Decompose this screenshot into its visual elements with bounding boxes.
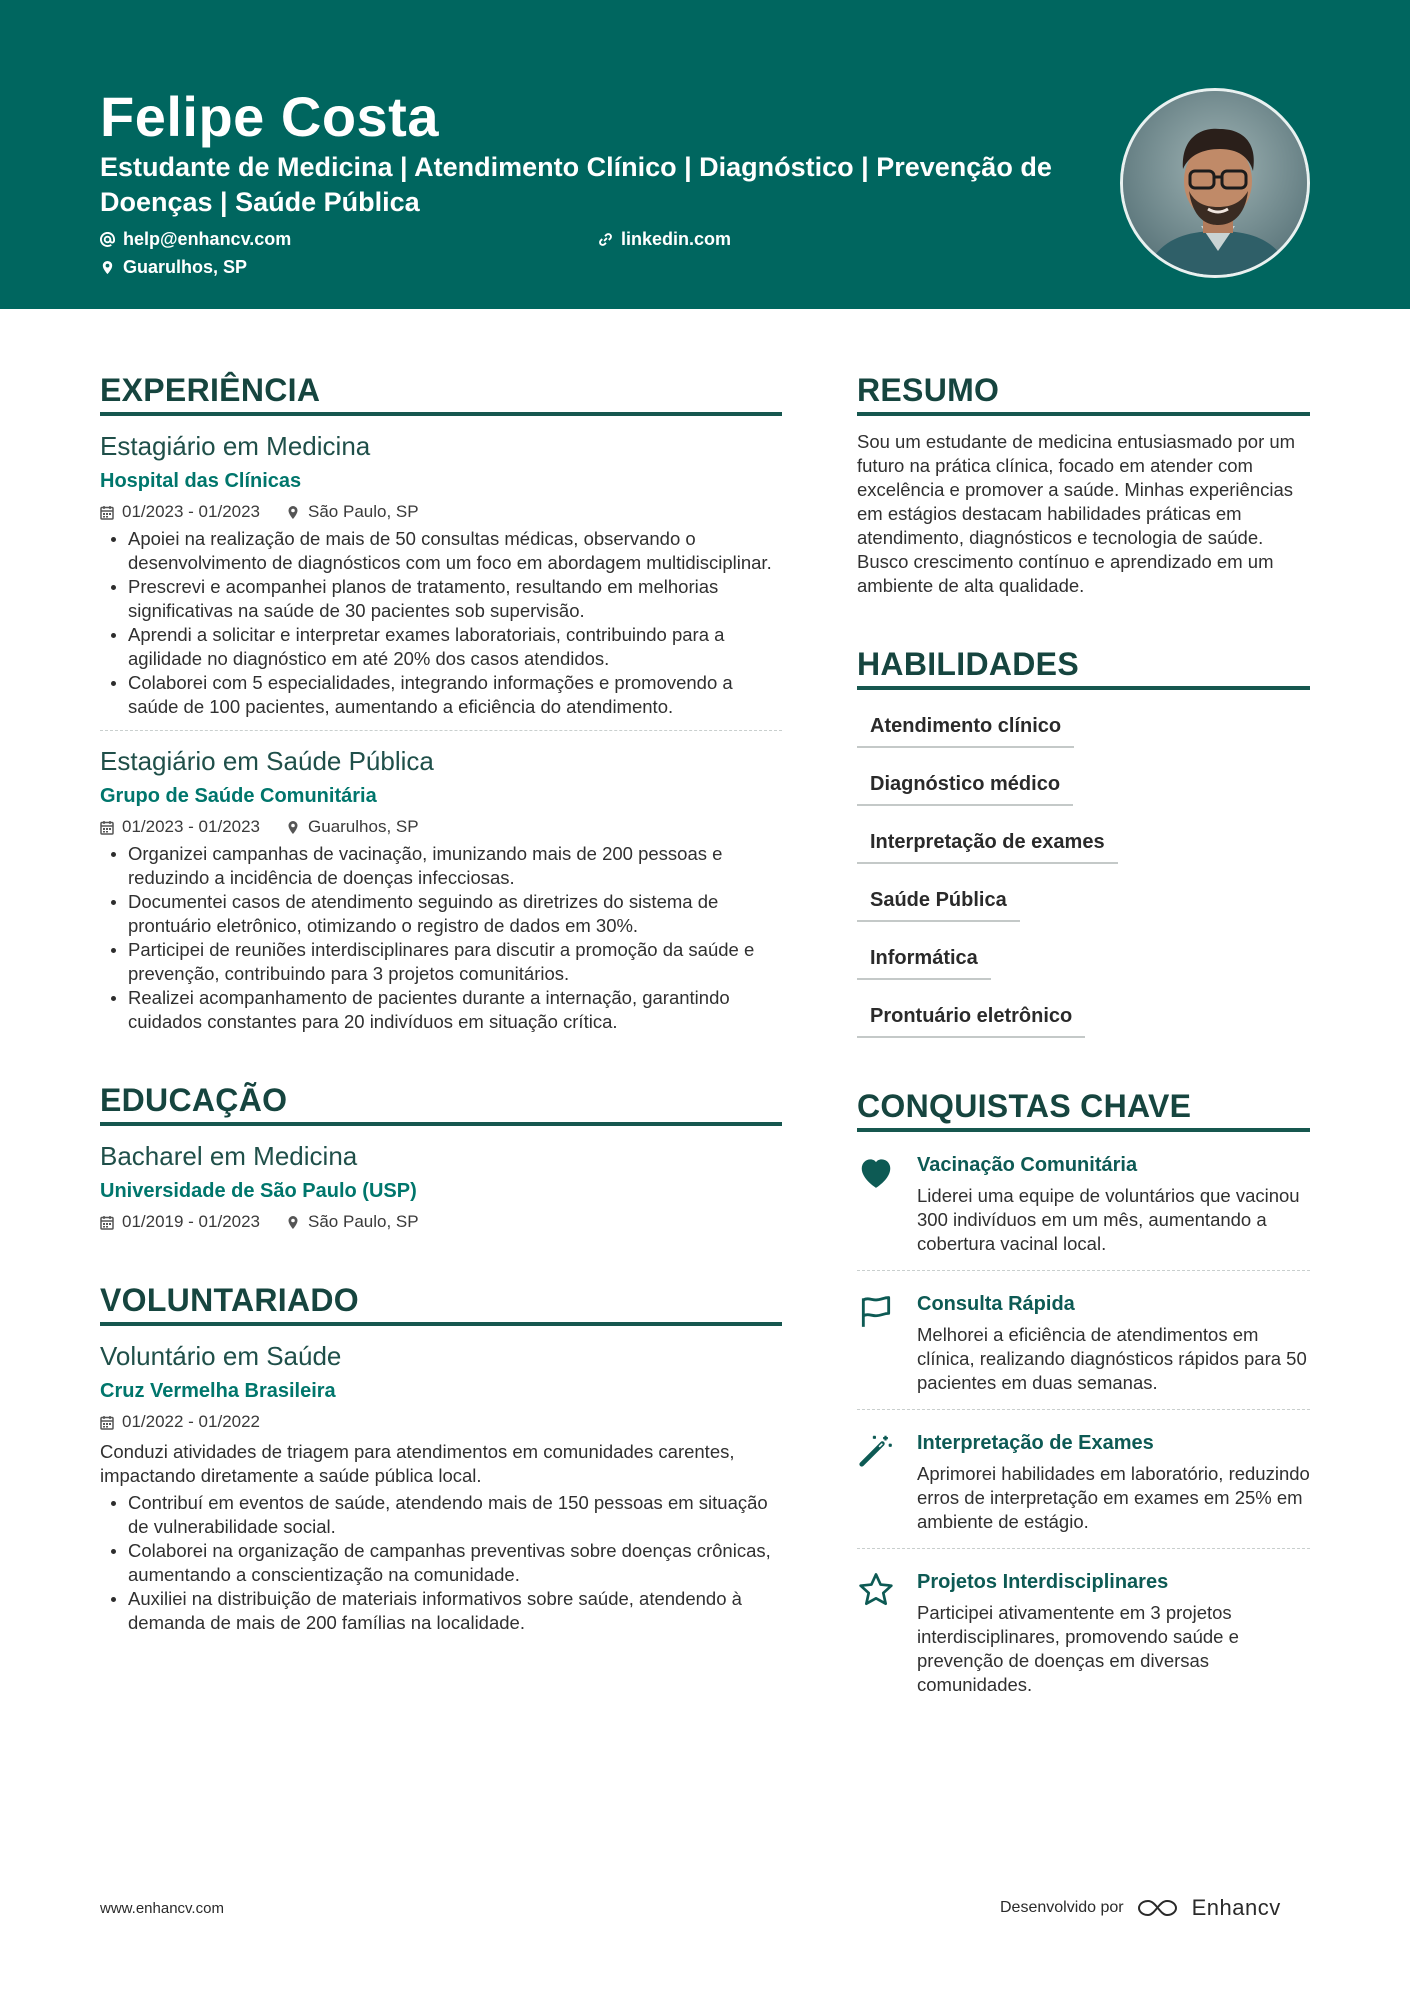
job-meta [100,500,782,524]
achievement-item [857,1409,1310,1548]
magic-wand-icon [857,1432,895,1468]
contact-location [100,256,247,278]
profile-photo [1120,88,1310,278]
job-title: Estagiário em Saúde Pública [100,746,434,776]
volunteer-bullets [100,1491,782,1635]
link-icon [598,232,613,247]
achievement-title: Vacinação Comunitária [917,1154,1138,1176]
footer-brand[interactable] [1000,1895,1281,1921]
job-meta [100,815,782,839]
list-item: Realizei acompanhamento de pacientes durante a internação, garantindo cuidados constantes para 20 indivíduos em situação crítica. [100,986,782,1034]
email-text: help@enhancv.com [123,229,292,249]
enhancv-logo-icon [1136,1897,1180,1919]
section-title-experience: EXPERIÊNCIA [100,370,782,416]
achievement-item [857,1132,1310,1270]
list-item: Documentei casos de atendimento seguindo as diretrizes do sistema de prontuário eletrônico, otimizando o registro de dados em 30%. [100,890,782,938]
volunteer-meta [100,1410,782,1434]
achievement-title: Consulta Rápida [917,1293,1075,1315]
experience-entry [100,430,782,719]
volunteer-description: Conduzi atividades de triagem para atendimentos em comunidades carentes, impactando diretamente a saúde pública local. [100,1441,735,1486]
education-entry [100,1140,782,1234]
achievement-desc: Aprimorei habilidades em laboratório, reduzindo erros de interpretação em exames em 25% em ambiente de estágio. [917,1463,1310,1532]
list-item: Participei de reuniões interdisciplinares para discutir a promoção da saúde e prevenção, contribuindo para 3 projetos comunitários. [100,938,782,986]
summary-text: Sou um estudante de medicina entusiasmado por um futuro na prática clínica, focado em atender com excelência e promover a saúde. Minhas experiências em estágios destacam habilidades práticas em atendimento, diagnósticos e tecnologia de saúde. Busco crescimento contínuo e aprendizado em um ambiente de alta qualidade. [857,431,1296,596]
achievement-title: Projetos Interdisciplinares [917,1571,1169,1593]
star-icon [857,1571,895,1607]
location-text: Guarulhos, SP [123,257,248,277]
section-title-volunteering: VOLUNTARIADO [100,1280,782,1326]
experience-entry [100,745,782,1034]
job-dates: 01/2023 - 01/2023 [122,817,261,836]
linkedin-text: linkedin.com [621,229,732,249]
job-location: São Paulo, SP [308,502,419,521]
location-pin-icon [286,820,300,835]
powered-by-text: Desenvolvido por [1000,1899,1124,1916]
list-item: Aprendi a solicitar e interpretar exames laboratoriais, contribuindo para a agilidade no diagnóstico em até 20% dos casos atendidos. [100,623,782,671]
achievement-desc: Participei ativamentente em 3 projetos interdisciplinares, promovendo saúde e prevenção de doenças em diversas comunidades. [917,1602,1239,1695]
section-title-achievements: CONQUISTAS CHAVE [857,1086,1310,1132]
volunteer-role: Voluntário em Saúde [100,1341,342,1371]
volunteer-org: Cruz Vermelha Brasileira [100,1380,336,1402]
section-title-skills: HABILIDADES [857,644,1310,690]
divider [100,730,782,731]
location-pin-icon [286,1215,300,1230]
section-title-education: EDUCAÇÃO [100,1080,782,1126]
section-title-summary: RESUMO [857,370,1310,416]
skill-tag: Atendimento clínico [857,704,1074,748]
job-title: Estagiário em Medicina [100,431,371,461]
education-meta [100,1210,782,1234]
location-pin-icon [100,260,115,275]
school: Universidade de São Paulo (USP) [100,1180,417,1202]
footer-website[interactable]: www.enhancv.com [100,1900,224,1917]
list-item: Apoiei na realização de mais de 50 consultas médicas, observando o desenvolvimento de diagnósticos com um foco em abordagem multidisciplinar. [100,527,782,575]
job-bullets [100,842,782,1034]
job-dates: 01/2023 - 01/2023 [122,502,261,521]
skill-tag: Prontuário eletrônico [857,994,1085,1038]
candidate-name: Felipe Costa [100,85,439,148]
flag-icon [857,1293,895,1329]
list-item: Contribuí em eventos de saúde, atendendo mais de 150 pessoas em situação de vulnerabilidade social. [100,1491,782,1539]
avatar-illustration [1123,91,1310,278]
employer: Hospital das Clínicas [100,470,302,492]
education-dates: 01/2019 - 01/2023 [122,1212,261,1231]
list-item: Organizei campanhas de vacinação, imunizando mais de 200 pessoas e reduzindo a incidência de doenças infecciosas. [100,842,782,890]
calendar-icon [100,1215,114,1230]
list-item: Colaborei na organização de campanhas preventivas sobre doenças crônicas, aumentando a conscientização na comunidade. [100,1539,782,1587]
location-pin-icon [286,505,300,520]
calendar-icon [100,505,114,520]
candidate-title: Estudante de Medicina | Atendimento Clínico | Diagnóstico | Prevenção de Doenças | Saúde Pública [100,152,1052,217]
achievement-desc: Melhorei a eficiência de atendimentos em clínica, realizando diagnósticos rápidos para 50 pacientes em duas semanas. [917,1324,1307,1393]
skill-tag: Interpretação de exames [857,820,1118,864]
skill-tag: Saúde Pública [857,878,1020,922]
volunteer-dates: 01/2022 - 01/2022 [122,1412,261,1431]
achievement-item [857,1270,1310,1409]
left-column [100,370,782,1635]
header [0,0,1410,309]
skill-tag: Informática [857,936,991,980]
at-icon [100,232,115,247]
calendar-icon [100,820,114,835]
contact-linkedin[interactable] [598,228,731,250]
job-location: Guarulhos, SP [308,817,419,836]
achievement-title: Interpretação de Exames [917,1432,1154,1454]
skill-tag: Diagnóstico médico [857,762,1073,806]
education-location: São Paulo, SP [308,1212,419,1231]
volunteering-entry [100,1340,782,1635]
right-column [857,370,1310,1711]
list-item: Auxiliei na distribuição de materiais informativos sobre saúde, atendendo à demanda de mais de 200 famílias na localidade. [100,1587,782,1635]
calendar-icon [100,1415,114,1430]
degree: Bacharel em Medicina [100,1141,358,1171]
achievement-item [857,1548,1310,1711]
brand-name: Enhancv [1191,1895,1281,1920]
contact-email[interactable] [100,228,291,250]
job-bullets [100,527,782,719]
list-item: Colaborei com 5 especialidades, integrando informações e promovendo a saúde de 100 pacientes, aumentando a eficiência do atendimento. [100,671,782,719]
heart-icon [857,1154,895,1190]
list-item: Prescrevi e acompanhei planos de tratamento, resultando em melhorias significativas na saúde de 30 pacientes sob supervisão. [100,575,782,623]
skills-list [857,704,1310,1052]
employer: Grupo de Saúde Comunitária [100,785,377,807]
achievement-desc: Liderei uma equipe de voluntários que vacinou 300 indivíduos em um mês, aumentando a cobertura vacinal local. [917,1185,1300,1254]
